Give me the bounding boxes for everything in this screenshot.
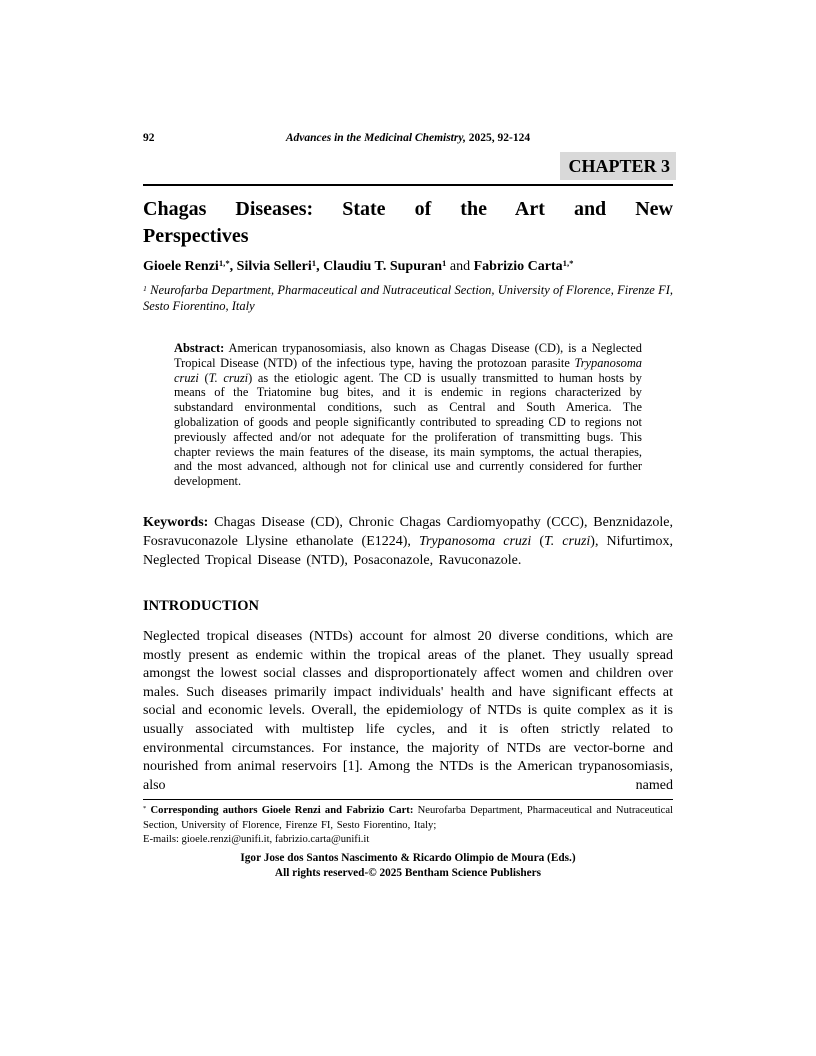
keywords-paragraph: Keywords: Chagas Disease (CD), Chronic Chagas Cardiomyopathy (CCC), Benznidazole, Fosravuconazole Llysine ethanolate (E1224), Trypanosoma cruzi (T. cruzi), Nifurtimox, Neglected Tropical Disease (NTD), Posaconazole, Ravuconazole. — [143, 515, 674, 568]
chapter-title — [143, 196, 673, 250]
copyright-line: All rights reserved-© 2025 Bentham Science Publishers — [274, 866, 542, 879]
abstract-paragraph: Abstract: American trypanosomiasis, also known as Chagas Disease (CD), is a Neglected Tropical Disease (NTD) of the infectious type, having the protozoan parasite Trypanosoma cruzi (T. cruzi) as the etiologic agent. The CD is usually transmitted to human hosts by means of the Triatomine bug bites, and it is endemic in regions characterized by substandard environmental conditions, such as Central and South America. The globalization of goods and people significantly contributed to spreading CD to regions not previously affected and/or not adequate for the proliferation of transmitting bugs. This chapter reviews the main features of the disease, its main symptoms, the actual therapies, and the most advanced, although not for clinical use and currently considered for further development. — [174, 341, 642, 489]
corresponding-authors-note: * Corresponding authors Gioele Renzi and Fabrizio Cart: Neurofarba Department, Pharmaceutical and Nutraceutical Section, University of Florence, Firenze FI, Sesto Fiorentino, Italy; — [143, 805, 673, 831]
journal-title: Advances in the Medicinal Chemistry, 2025, 92-124 — [285, 132, 531, 144]
editors-line: Igor Jose dos Santos Nascimento & Ricardo Olimpio de Moura (Eds.) — [240, 852, 576, 864]
publisher-block — [143, 851, 673, 880]
page-header — [143, 130, 673, 146]
header-rule — [143, 184, 673, 186]
affiliation: $^1$ Neurofarba Department, Pharmaceutical and Nutraceutical Section, University of Florence, Firenze FI, Sesto Fiorentino, Italy — [143, 283, 673, 313]
chapter-title-line1: Chagas Diseases: State of the Art and New — [143, 198, 673, 220]
page-content — [143, 0, 673, 1056]
authors-line: Gioele Renzi$^{1,*}$, Silvia Selleri$^1$, Claudiu T. Supuran$^1$ and Fabrizio Carta$^{1,*}$ — [143, 258, 574, 274]
chapter-badge: CHAPTER 3 — [560, 152, 676, 180]
introduction-paragraph: Neglected tropical diseases (NTDs) account for almost 20 diverse conditions, which are mostly present as endemic within the tropical areas of the planet. They usually spread amongst the lowest social classes and disproportionately affect women and children over males. Such diseases primarily impact individuals' health and have significant effects at social and economic levels. Overall, the epidemiology of NTDs is quite complex as it is usually associated with multistep life cycles, and it is often strictly related to environmental circumstances. For instance, the majority of NTDs are vector-borne and nourished from animal reservoirs [1]. Among the NTDs is the American trypanosomiasis, also named — [143, 629, 673, 793]
chapter-badge-row — [143, 152, 676, 180]
footnote-divider — [143, 799, 673, 800]
page-number: 92 — [143, 132, 155, 144]
section-heading-introduction: INTRODUCTION — [143, 598, 260, 614]
footnote — [143, 804, 673, 848]
chapter-title-line2: Perspectives — [143, 225, 249, 247]
corresponding-authors-emails: E-mails: gioele.renzi@unifi.it, fabrizio.carta@unifi.it — [143, 834, 370, 846]
